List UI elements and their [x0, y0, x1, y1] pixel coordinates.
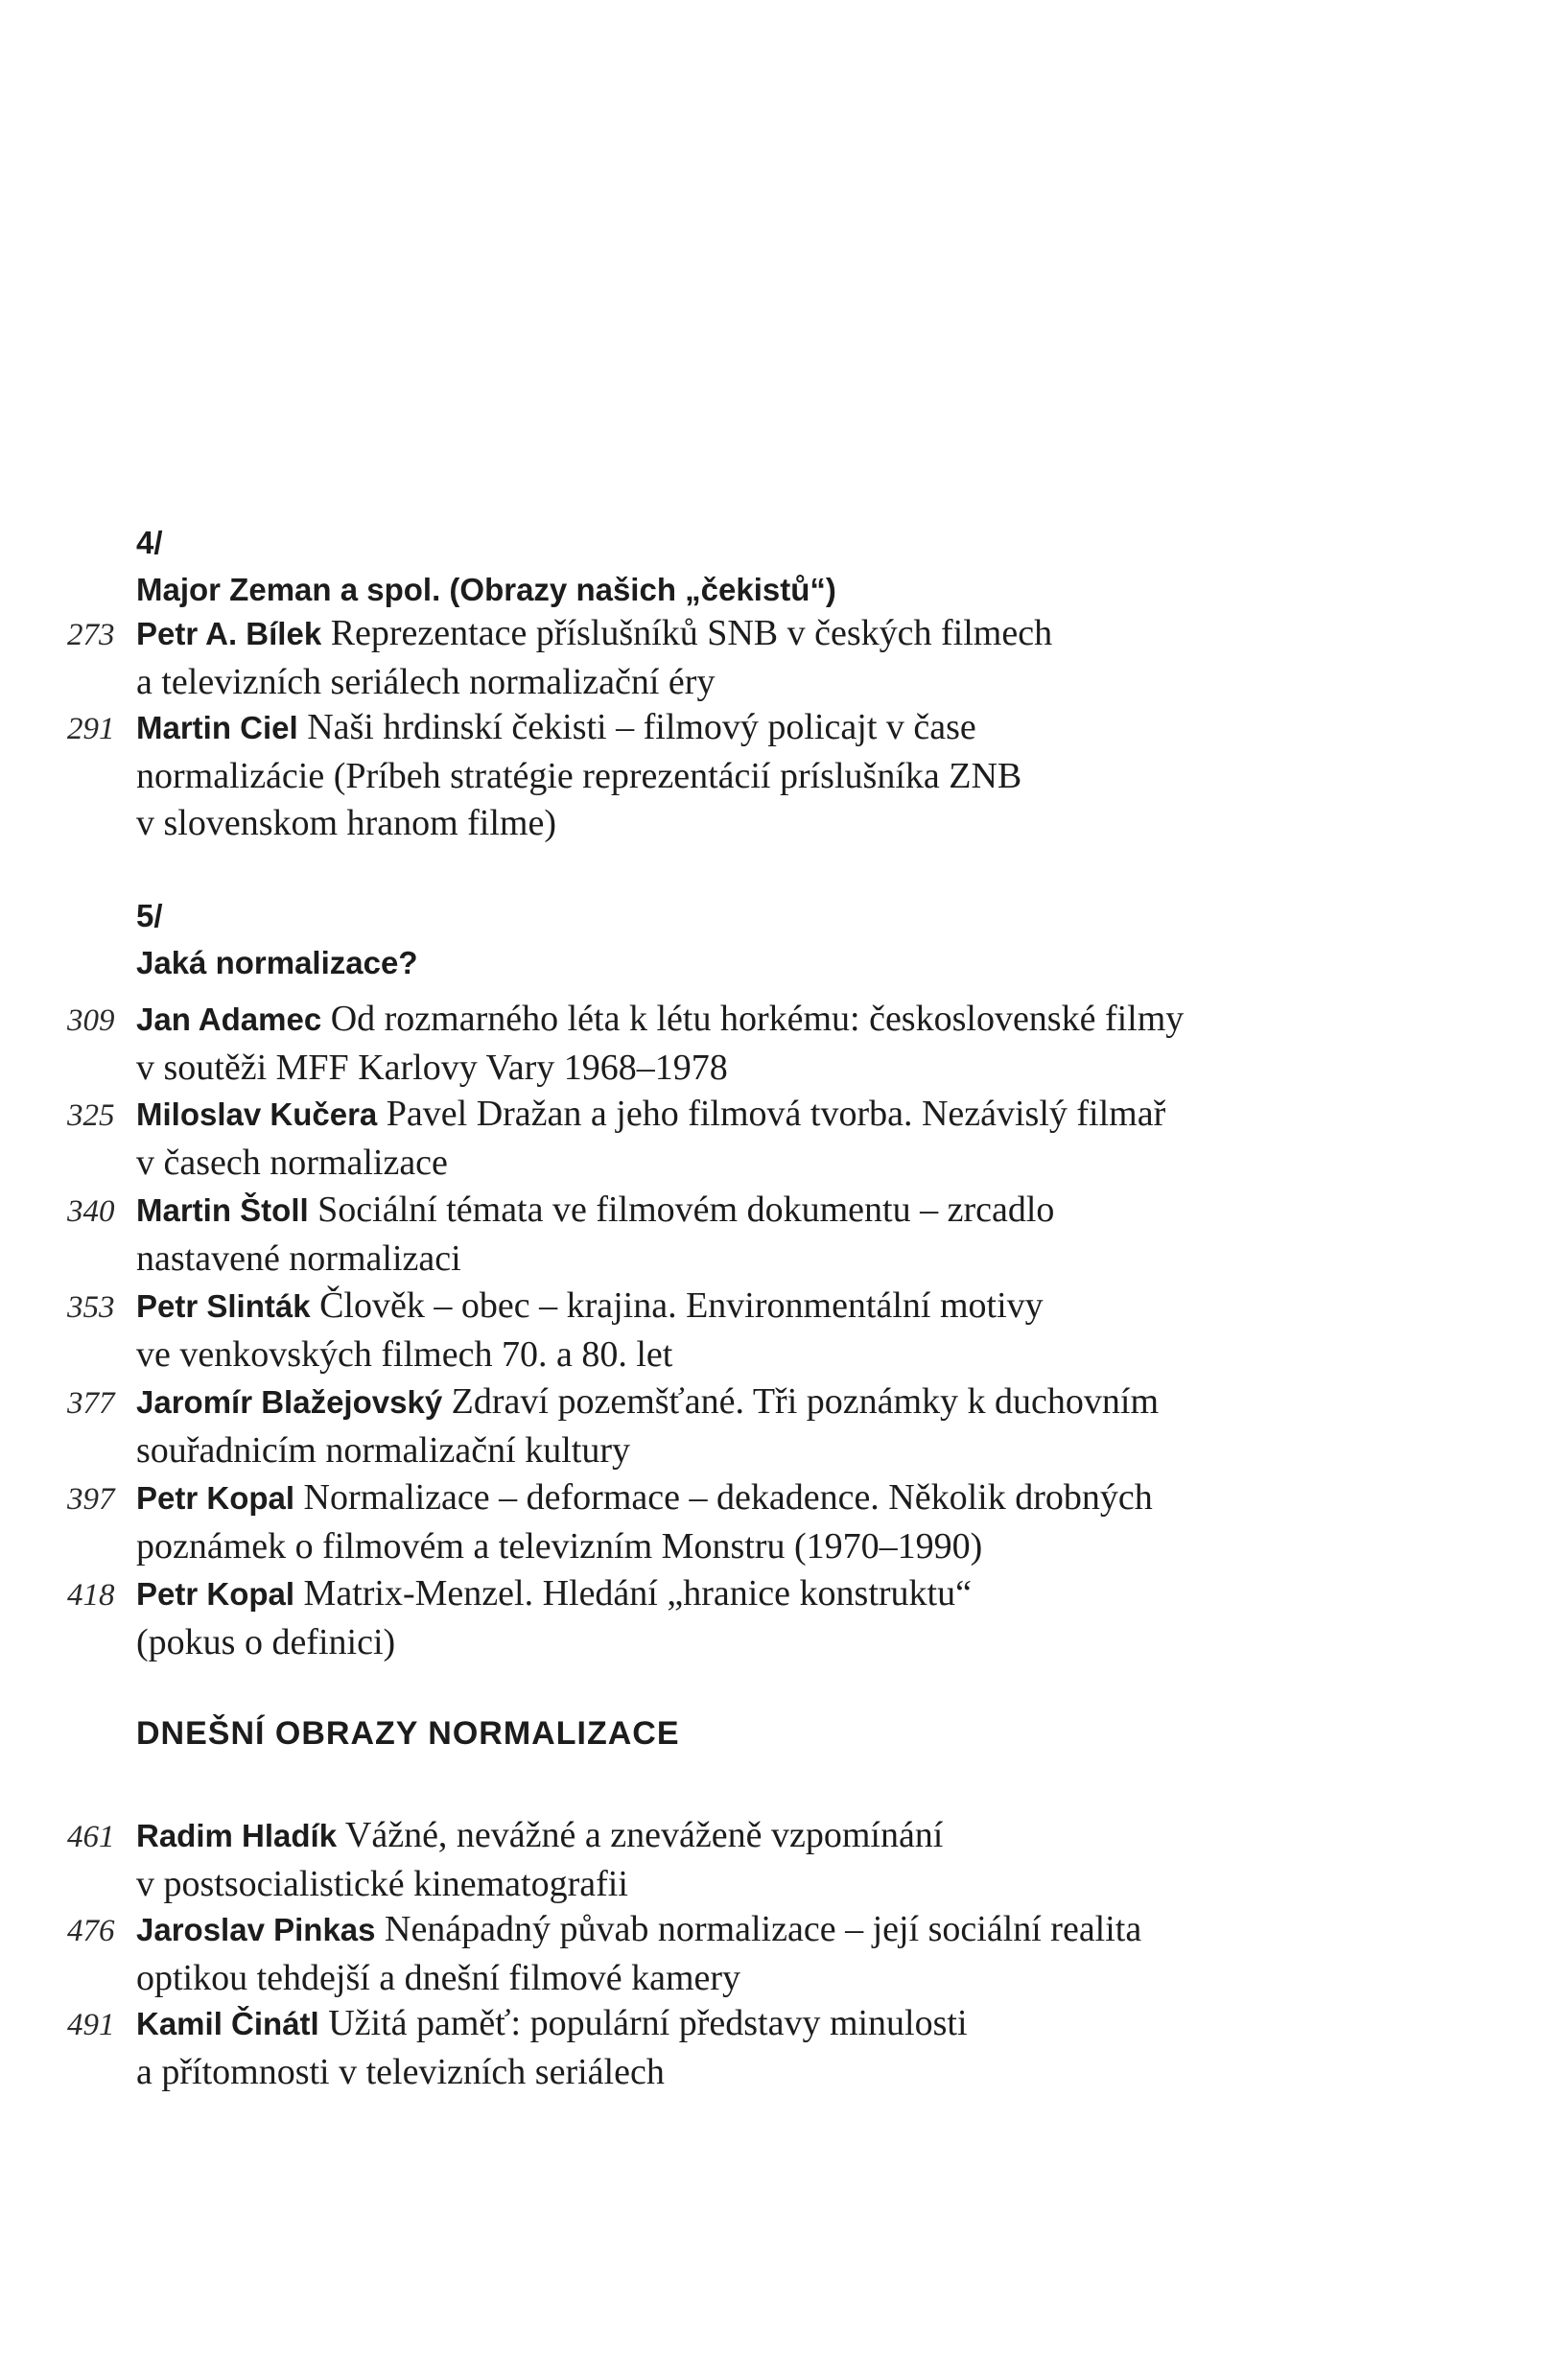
entry-title-continued: nastavené normalizaci	[136, 1238, 461, 1279]
toc-entry	[67, 1906, 1410, 2002]
toc-entry	[67, 1570, 1410, 1666]
entry-author: Jaromír Blažejovský	[136, 1384, 443, 1420]
entry-author: Martin Ciel	[136, 710, 298, 745]
toc-entry	[67, 1187, 1410, 1283]
section-title: Jaká normalizace?	[136, 945, 418, 980]
entry-line	[67, 1283, 1410, 1331]
entry-line	[67, 704, 1410, 753]
entry-title-continued: v časech normalizace	[136, 1143, 448, 1183]
entry-author: Radim Hladík	[136, 1818, 338, 1853]
toc-entry	[67, 704, 1410, 847]
entry-title-continued: v soutěži MFF Karlovy Vary 1968–1978	[136, 1048, 728, 1088]
toc-entry	[67, 610, 1410, 706]
entry-author: Martin Štoll	[136, 1192, 309, 1228]
toc-entry	[67, 996, 1410, 1092]
entry-title-continued: v postsocialistické kinematografii	[136, 1864, 628, 1904]
entry-line	[67, 1091, 1410, 1140]
entry-title-continued: v slovenskom hranom filme)	[136, 803, 556, 843]
entry-title: Reprezentace příslušníků SNB v českých filmech	[330, 613, 1053, 653]
page-number: 461	[67, 1820, 115, 1854]
entry-line	[67, 1812, 1410, 1861]
page-number: 309	[67, 1003, 115, 1038]
section-title: Major Zeman a spol. (Obrazy našich „čekistů“)	[136, 572, 836, 607]
section-heading-4	[136, 519, 836, 613]
section-heading-5	[136, 892, 418, 986]
entry-title-continued: a televizních seriálech normalizační éry	[136, 662, 716, 702]
entry-title: Užitá paměť: populární představy minulosti	[328, 2003, 968, 2043]
entry-line	[67, 2000, 1410, 2049]
entry-title-continued: normalizácie (Príbeh stratégie reprezentácií príslušníka ZNB	[136, 756, 1022, 796]
entry-title: Nenápadný půvab normalizace – její sociální realita	[385, 1909, 1142, 1949]
entry-title-continued: a přítomnosti v televizních seriálech	[136, 2052, 665, 2092]
toc-entry	[67, 1474, 1410, 1570]
entry-author: Petr Kopal	[136, 1480, 295, 1516]
entry-title-continued: poznámek o filmovém a televizním Monstru (1970–1990)	[136, 1526, 983, 1567]
entry-title-continued: optikou tehdejší a dnešní filmové kamery	[136, 1958, 741, 1998]
entry-author: Petr Kopal	[136, 1576, 295, 1612]
entry-line	[67, 1570, 1410, 1619]
entry-title: Matrix-Menzel. Hledání „hranice konstruktu“	[303, 1573, 972, 1614]
entry-line	[67, 1474, 1410, 1523]
page-number: 491	[67, 2008, 115, 2042]
entry-line	[67, 610, 1410, 659]
page-number: 476	[67, 1914, 115, 1948]
entry-title: Normalizace – deformace – dekadence. Několik drobných	[303, 1477, 1153, 1518]
entry-title-continued: (pokus o definici)	[136, 1622, 396, 1662]
part-heading: DNEŠNÍ OBRAZY NORMALIZACE	[136, 1715, 680, 1752]
entry-author: Miloslav Kučera	[136, 1096, 378, 1132]
entry-author: Petr A. Bílek	[136, 616, 322, 651]
entry-author: Petr Slinták	[136, 1288, 311, 1324]
page-number: 273	[67, 618, 115, 652]
entry-author: Jan Adamec	[136, 1001, 322, 1037]
section-number: 4/	[136, 525, 163, 560]
page-number: 325	[67, 1098, 115, 1133]
page-number: 377	[67, 1386, 115, 1421]
page-number: 291	[67, 712, 115, 746]
entry-title: Vážné, nevážné a zneváženě vzpomínání	[344, 1815, 944, 1855]
toc-entry	[67, 1812, 1410, 1908]
entry-title: Naši hrdinskí čekisti – filmový policajt v čase	[307, 707, 976, 747]
entry-line	[67, 1379, 1410, 1427]
entry-line	[67, 1187, 1410, 1236]
entry-author: Jaroslav Pinkas	[136, 1912, 376, 1947]
entry-line	[67, 1906, 1410, 1955]
page-number: 353	[67, 1290, 115, 1325]
toc-entry	[67, 1379, 1410, 1474]
entry-title-continued: ve venkovských filmech 70. a 80. let	[136, 1334, 673, 1375]
entry-title: Pavel Dražan a jeho filmová tvorba. Nezávislý filmař	[386, 1094, 1166, 1134]
entry-title-continued: souřadnicím normalizační kultury	[136, 1430, 630, 1471]
page-number: 340	[67, 1194, 115, 1229]
entry-title: Sociální témata ve filmovém dokumentu – zrcadlo	[317, 1190, 1055, 1230]
toc-entry	[67, 1283, 1410, 1379]
toc-entry	[67, 2000, 1410, 2096]
toc-entry	[67, 1091, 1410, 1187]
page-number: 418	[67, 1578, 115, 1613]
entry-title: Zdraví pozemšťané. Tři poznámky k duchovním	[451, 1381, 1160, 1422]
entry-line	[67, 996, 1410, 1045]
entry-title: Od rozmarného léta k létu horkému: československé filmy	[330, 999, 1185, 1039]
page-number: 397	[67, 1482, 115, 1517]
entry-author: Kamil Činátl	[136, 2006, 319, 2041]
entry-title: Člověk – obec – krajina. Environmentální motivy	[319, 1285, 1044, 1326]
section-number: 5/	[136, 898, 163, 933]
